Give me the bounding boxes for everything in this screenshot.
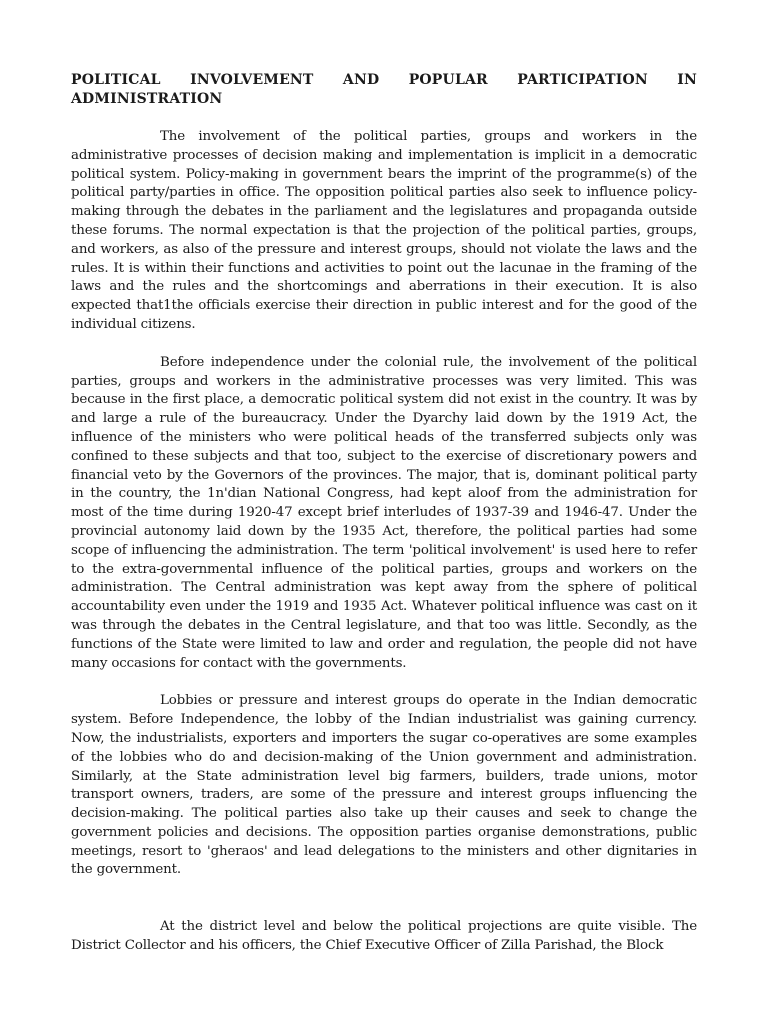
paragraph-1: The involvement of the political parties, groups and workers in the administrative processes of decision making and implementation is implicit in a democratic political system. Policy-making in government bears the imprint of the programme(s) of the political party/parties in office. The opposition political parties also seek to influence policy-making through the debates in the parliament and the legislatures and propaganda outside these forums. The normal expectation is that the projection of the political parties, groups, and workers, as also of the pressure and interest groups, should not violate the laws and the rules. It is within their functions and activities to point out the lacunae in the framing of the laws and the rules and the shortcomings and aberrations in their execution. It is also expected that1the officials exercise their direction in public interest and for the good of the individual citizens.: [71, 129, 697, 332]
paragraph-4: At the district level and below the political projections are quite visible. The District Collector and his officers, the Chief Executive Officer of Zilla Parishad, the Block: [71, 919, 697, 954]
document-title: [71, 71, 697, 109]
paragraph-2: Before independence under the colonial rule, the involvement of the political parties, groups and workers in the administrative processes was very limited. This was because in the first place, a democratic political system did not exist in the country. It was by and large a rule of the bureaucracy. Under the Dyarchy laid down by the 1919 Act, the influence of the ministers who were political heads of the transferred subjects only was confined to these subjects and that too, subject to the exercise of discretionary powers and financial veto by the Governors of the provinces. The major, that is, dominant political party in the country, the 1n'dian National Congress, had kept aloof from the administration for most of the time during 1920-47 except brief interludes of 1937-39 and 1946-47. Under the provincial autonomy laid down by the 1935 Act, therefore, the political parties had some scope of influencing the administration. The term 'political involvement' is used here to refer to the extra-governmental influence of the political parties, groups and workers on the administration. The Central administration was kept away from the sphere of political accountability even under the 1919 and 1935 Act. Whatever political influence was cast on it was through the debates in the Central legislature, and that too was little. Secondly, as the functions of the State were limited to law and order and regulation, the people did not have many occasions for contact with the governments.: [71, 354, 697, 671]
document-page: [71, 71, 697, 975]
paragraph-3: Lobbies or pressure and interest groups do operate in the Indian democratic system. Before Independence, the lobby of the Indian industrialist was gaining currency. Now, the industrialists, exporters and importers the sugar co-operatives are some examples of the lobbies who do and decision-making of the Union government and administration. Similarly, at the State administration level big farmers, builders, trade unions, motor transport owners, traders, are some of the pressure and interest groups influencing the decision-making. The political parties also take up their causes and seek to change the government policies and decisions. The opposition parties organise demonstrations, public meetings, resort to 'gheraos' and lead delegations to the ministers and other dignitaries in the government.: [71, 693, 697, 878]
title-word: AND: [342, 72, 380, 88]
title-line-2: ADMINISTRATION: [71, 91, 223, 107]
title-word: POPULAR: [408, 72, 488, 88]
title-word: PARTICIPATION: [517, 72, 648, 88]
title-word: IN: [677, 72, 697, 88]
title-word: POLITICAL: [71, 72, 161, 88]
title-line-1: [71, 71, 697, 90]
title-word: INVOLVEMENT: [190, 72, 314, 88]
